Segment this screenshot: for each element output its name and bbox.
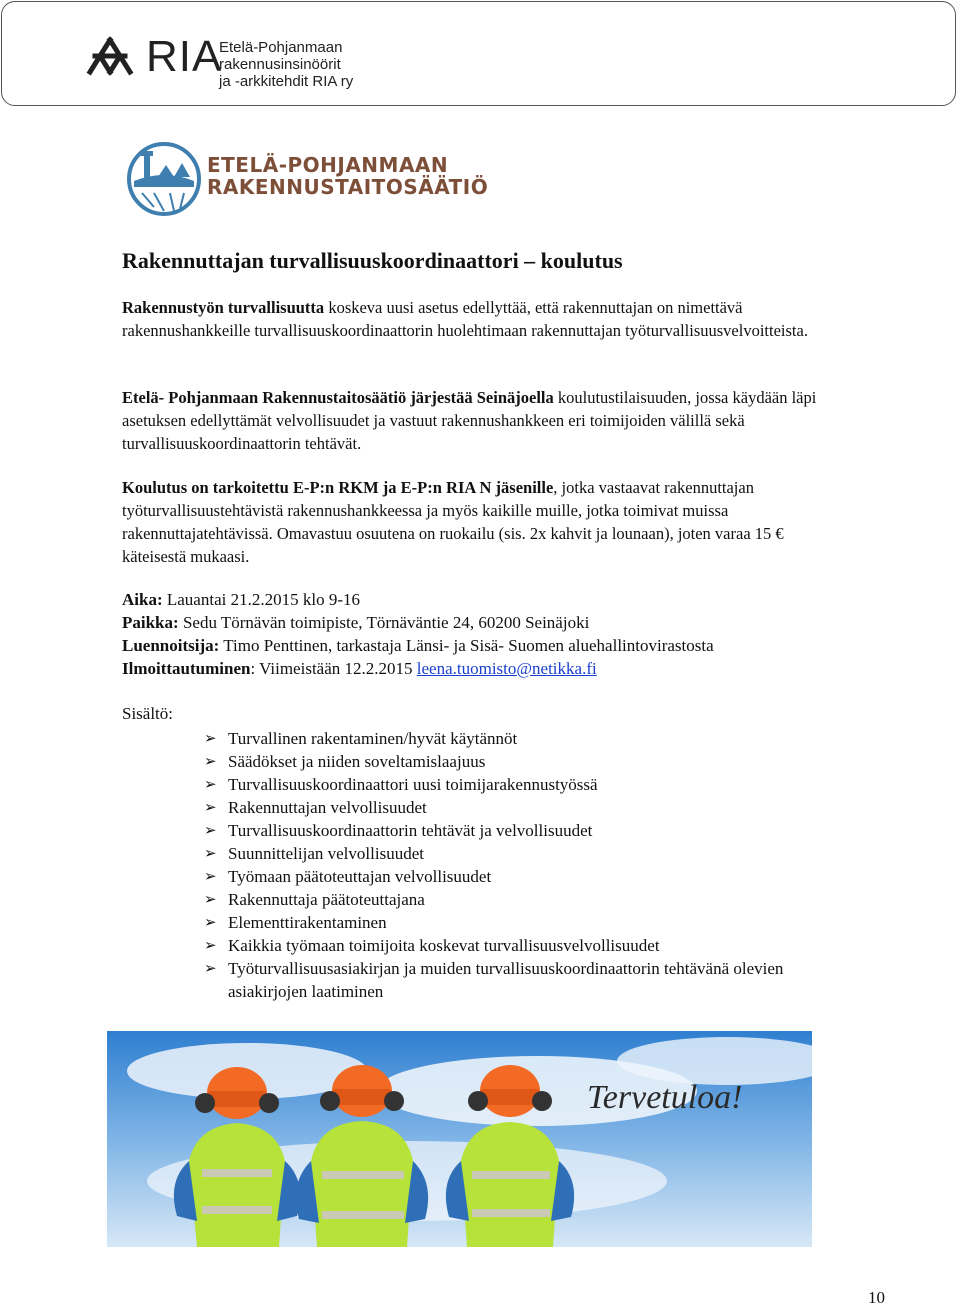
event-place-label: Paikka:	[122, 613, 179, 632]
topic-text: Säädökset ja niiden soveltamislaajuus	[228, 752, 486, 771]
header-box	[1, 1, 956, 106]
ria-organization-name	[219, 39, 353, 90]
paragraph-audience-text: , jotka vastaavat rakennuttajan työturvallisuustehtävistä rakennushankkeessa ja myös kaikille muille, jotka toimivat muissa rakennuttajatehtävissä. Omavastuu osuutena on ruokailu (sis. 2x kahvit ja lounaan), joten varaa 15 € käteisestä mukaasi.	[122, 478, 784, 566]
list-item	[204, 842, 844, 865]
arrow-bullet-icon: ➢	[204, 844, 217, 862]
event-place-value: Sedu Törnävän toimipiste, Törnäväntie 24, 60200 Seinäjoki	[178, 613, 590, 632]
foundation-name	[207, 154, 488, 198]
arrow-bullet-icon: ➢	[204, 890, 217, 908]
event-lecturer-value: Timo Penttinen, tarkastaja Länsi- ja Sisä- Suomen aluehallintovirastosta	[219, 636, 714, 655]
org-line-2: rakennusinsinöörit	[219, 56, 341, 73]
paragraph-organizer	[122, 386, 832, 455]
list-item	[204, 773, 844, 796]
paragraph-organizer-bold: Etelä- Pohjanmaan Rakennustaitosäätiö järjestää Seinäjoella	[122, 388, 554, 407]
list-item	[204, 750, 844, 773]
topic-text: Rakennuttajan velvollisuudet	[228, 798, 427, 817]
list-item	[204, 819, 844, 842]
ria-brand: RIA	[146, 32, 223, 81]
workers-illustration	[107, 1031, 812, 1247]
topic-text: Työturvallisuusasiakirjan ja muiden turvallisuuskoordinaattorin tehtävänä olevien asiakirjojen laatiminen	[228, 959, 784, 1001]
event-registration	[122, 657, 714, 680]
event-registration-value: : Viimeistään 12.2.2015	[250, 659, 417, 678]
arrow-bullet-icon: ➢	[204, 867, 217, 885]
topic-text: Rakennuttaja päätoteuttajana	[228, 890, 425, 909]
foundation-emblem-icon	[124, 141, 204, 217]
paragraph-regulation-bold: Rakennustyön turvallisuutta	[122, 298, 325, 317]
topic-text: Turvallisuuskoordinaattori uusi toimijarakennustyössä	[228, 775, 598, 794]
list-item	[204, 934, 844, 957]
event-place	[122, 611, 714, 634]
event-time-value: Lauantai 21.2.2015 klo 9-16	[162, 590, 360, 609]
foundation-name-line-1: ETELÄ-POHJANMAAN	[207, 153, 449, 177]
contents-label: Sisältö:	[122, 704, 174, 723]
list-item	[204, 911, 844, 934]
topic-text: Turvallisuuskoordinaattorin tehtävät ja velvollisuudet	[228, 821, 593, 840]
list-item	[204, 888, 844, 911]
paragraph-organizer-text: koulutustilaisuuden, jossa käydään läpi asetuksen edellyttämät velvollisuudet ja vastuut rakennushankkeen eri toimijoiden välillä sekä turvallisuuskoordinaattorin tehtävät.	[122, 388, 817, 453]
topic-text: Työmaan päätoteuttajan velvollisuudet	[228, 867, 492, 886]
list-item	[204, 865, 844, 888]
paragraph-audience-bold: Koulutus on tarkoitettu E-P:n RKM ja E-P:n RIA N jäsenille	[122, 478, 554, 497]
list-item	[204, 727, 844, 750]
welcome-banner	[107, 1031, 812, 1247]
arrow-bullet-icon: ➢	[204, 752, 217, 770]
arrow-bullet-icon: ➢	[204, 775, 217, 793]
ria-logo-icon	[86, 36, 134, 76]
arrow-bullet-icon: ➢	[204, 959, 217, 977]
event-time-label: Aika:	[122, 590, 163, 609]
arrow-bullet-icon: ➢	[204, 821, 217, 839]
topic-text: Elementtirakentaminen	[228, 913, 387, 932]
registration-email-link[interactable]: leena.tuomisto@netikka.fi	[416, 659, 597, 678]
arrow-bullet-icon: ➢	[204, 913, 217, 931]
org-line-3: ja -arkkitehdit RIA ry	[219, 73, 354, 90]
welcome-text: Tervetuloa!	[587, 1079, 743, 1116]
topics-list	[204, 727, 844, 1003]
topic-text: Kaikkia työmaan toimijoita koskevat turvallisuusvelvollisuudet	[228, 936, 660, 955]
topic-text: Suunnittelijan velvollisuudet	[228, 844, 424, 863]
event-time	[122, 588, 714, 611]
arrow-bullet-icon: ➢	[204, 729, 217, 747]
arrow-bullet-icon: ➢	[204, 798, 217, 816]
org-line-1: Etelä-Pohjanmaan	[219, 39, 343, 56]
page-number: 10	[868, 1288, 885, 1307]
list-item	[204, 796, 844, 819]
event-registration-label: Ilmoittautuminen	[122, 659, 251, 678]
document-title: Rakennuttajan turvallisuuskoordinaattori – koulutus	[122, 248, 623, 273]
paragraph-regulation-text: koskeva uusi asetus edellyttää, että rakennuttajan on nimettävä rakennushankkeille turvallisuuskoordinaattorin huolehtimaan rakennuttajan työturvallisuusvelvoitteista.	[122, 298, 808, 340]
foundation-name-line-2: RAKENNUSTAITOSÄÄTIÖ	[207, 175, 489, 199]
topic-text: Turvallinen rakentaminen/hyvät käytännöt	[228, 729, 518, 748]
list-item	[204, 957, 844, 1003]
paragraph-audience	[122, 476, 832, 568]
event-lecturer-label: Luennoitsija:	[122, 636, 220, 655]
arrow-bullet-icon: ➢	[204, 936, 217, 954]
event-info	[122, 588, 714, 680]
event-lecturer	[122, 634, 714, 657]
paragraph-regulation	[122, 296, 832, 342]
